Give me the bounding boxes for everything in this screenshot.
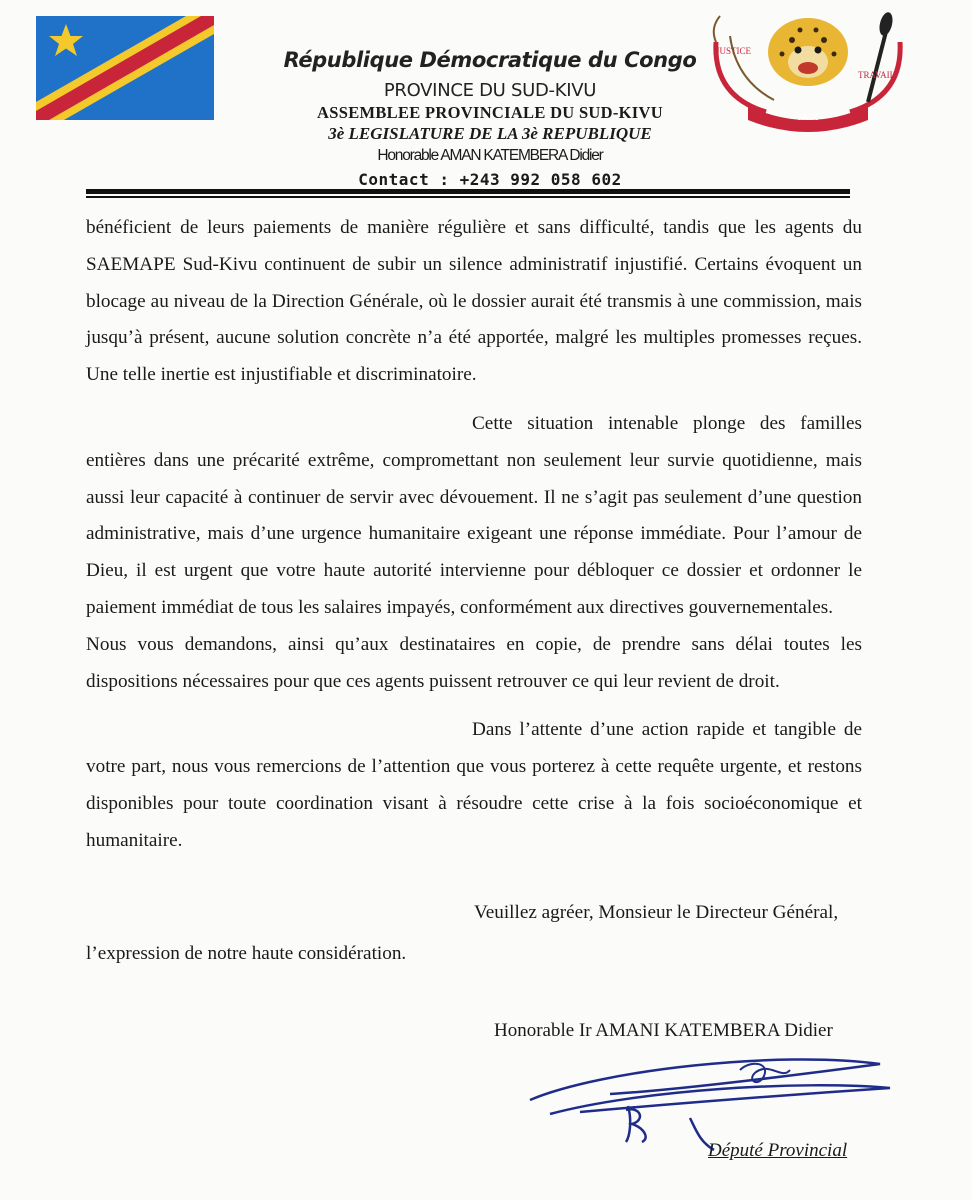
closing-line-1: Veuillez agréer, Monsieur le Directeur Général, [474,902,839,923]
header-rule-thick [86,189,850,194]
drc-flag-image [36,16,214,120]
closing-line-2: l’expression de notre haute considération. [86,943,407,964]
header-honorable: Honorable AMAN KATEMBERA Didier [377,147,603,164]
header-legislature: 3è LEGISLATURE DE LA 3è REPUBLIQUE [328,124,652,143]
header-province: PROVINCE DU SUD-KIVU [383,80,597,101]
signatory-title: Député Provincial [708,1140,848,1161]
header-assembly: ASSEMBLEE PROVINCIALE DU SUD-KIVU [317,103,663,122]
paragraph-3: Nous vous demandons, ainsi qu’aux destinataires en copie, de prendre sans délai toutes les dispositions nécessaires pour que ces agents puissent retrouver ce qui leur revient de droit. [86,633,862,692]
emblem-motto-center: PAIX [798,112,819,122]
emblem-motto-right: TRAVAIL [858,70,896,80]
letter-body [86,210,862,860]
paragraph-2: Cette situation intenable plonge des familles entières dans une précarité extrême, compromettant non seulement leur survie quotidienne, mais aussi leur capacité à continuer de servir avec dévouement. Il ne s’agit pas seulement d’une question administrative, mais d’une urgence humanitaire exigeant une réponse immédiate. Pour l’amour de Dieu, il est urgent que votre haute autorité intervienne pour débloquer ce dossier et ordonner le paiement immédiat de tous les salaires impayés, conformément aux directives gouvernementales. [86,412,862,618]
header-republic: République Démocratique du Congo [283,48,697,72]
header-contact: Contact : +243 992 058 602 [358,170,622,189]
emblem-motto-left: JUSTICE [716,46,752,56]
signatory-name: Honorable Ir AMANI KATEMBERA Didier [494,1020,833,1041]
paragraph-4: Dans l’attente d’une action rapide et tangible de votre part, nous vous remercions de l’attention que vous porterez à cette requête urgente, et restons disponibles pour toute coordination visant à résoudre cette crise à la fois socioéconomique et humanitaire. [86,719,862,851]
header-rule-thin [86,196,850,198]
paragraph-1: bénéficient de leurs paiements de manière régulière et sans difficulté, tandis que les agents du SAEMAPE Sud-Kivu continuent de subir un silence administratif injustifié. Certains évoquent un blocage au niveau de la Direction Générale, où le dossier aurait été transmis à une commission, mais jusqu’à présent, aucune solution concrète n’a été apportée, malgré les multiples promesses reçues. Une telle inertie est injustifiable et discriminatoire. [86,217,862,386]
closing-formula [86,892,862,974]
